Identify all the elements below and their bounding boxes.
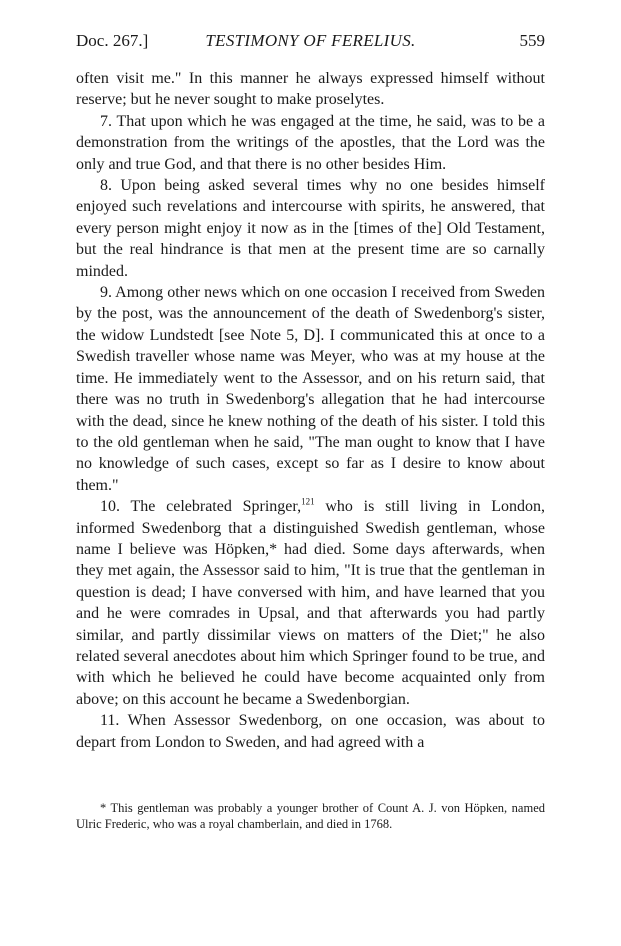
running-header	[76, 30, 545, 52]
footnote: * This gentleman was probably a younger brother of Count A. J. von Höpken, named Ulric Frederic, who was a royal chamberlain, and died in 1768.	[76, 801, 545, 831]
paragraph-8: 8. Upon being asked several times why no one besides himself enjoyed such revelations and intercourse with spirits, he answered, that every person might enjoy it now as in the [times of the] Old Testament, but the real hindrance is that men at the present time are so carnally minded.	[76, 177, 545, 280]
body-text	[76, 68, 545, 753]
doc-reference: Doc. 267.]	[76, 31, 149, 50]
paragraph-9: 9. Among other news which on one occasion I received from Sweden by the post, was the announcement of the death of Swedenborg's sister, the widow Lundstedt [see Note 5, D]. I communicated this at once to a Swedish traveller whose name was Meyer, who was at my house at the time. He immediately went to the Assessor, and on his return said, that there was no truth in Swedenborg's allegation that he had intercourse with the dead, since he knew nothing of the death of his sister. I told this to the old gentleman when he said, "The man ought to know that I have no knowledge of such cases, except so far as I desire to know about them."	[76, 284, 545, 494]
paragraph-continuation: often visit me." In this manner he always expressed himself without reserve; but he never sought to make proselytes.	[76, 70, 545, 109]
note-reference-121: 121	[301, 496, 315, 507]
running-title: TESTIMONY OF FERELIUS.	[205, 31, 416, 50]
paragraph-10-start: 10. The celebrated Springer,	[100, 498, 302, 516]
page-number: 559	[519, 31, 545, 50]
paragraph-7: 7. That upon which he was engaged at the time, he said, was to be a demonstration from the writings of the apostles, that the Lord was the only and true God, and that there is no other besides Him.	[76, 112, 545, 173]
paragraph-11: 11. When Assessor Swedenborg, on one occasion, was about to depart from London to Sweden, and had agreed with a	[76, 712, 545, 751]
paragraph-10	[76, 496, 545, 710]
paragraph-10-rest: who is still living in London, informed Swedenborg that a distinguished Swedish gentleman, whose name I believe was Höpken,* had died. Some days afterwards, when they met again, the Assessor said to him, "It is true that the gentleman in question is dead; I have conversed with him, and have learned that you and he were comrades in Upsal, and that afterwards you had partly similar, and partly dissimilar views on matters of the Diet;" he also related several anecdotes about him which Springer found to be true, and with which he believed he could have become acquainted only from above; on this account he became a Swedenborgian.	[76, 498, 545, 708]
